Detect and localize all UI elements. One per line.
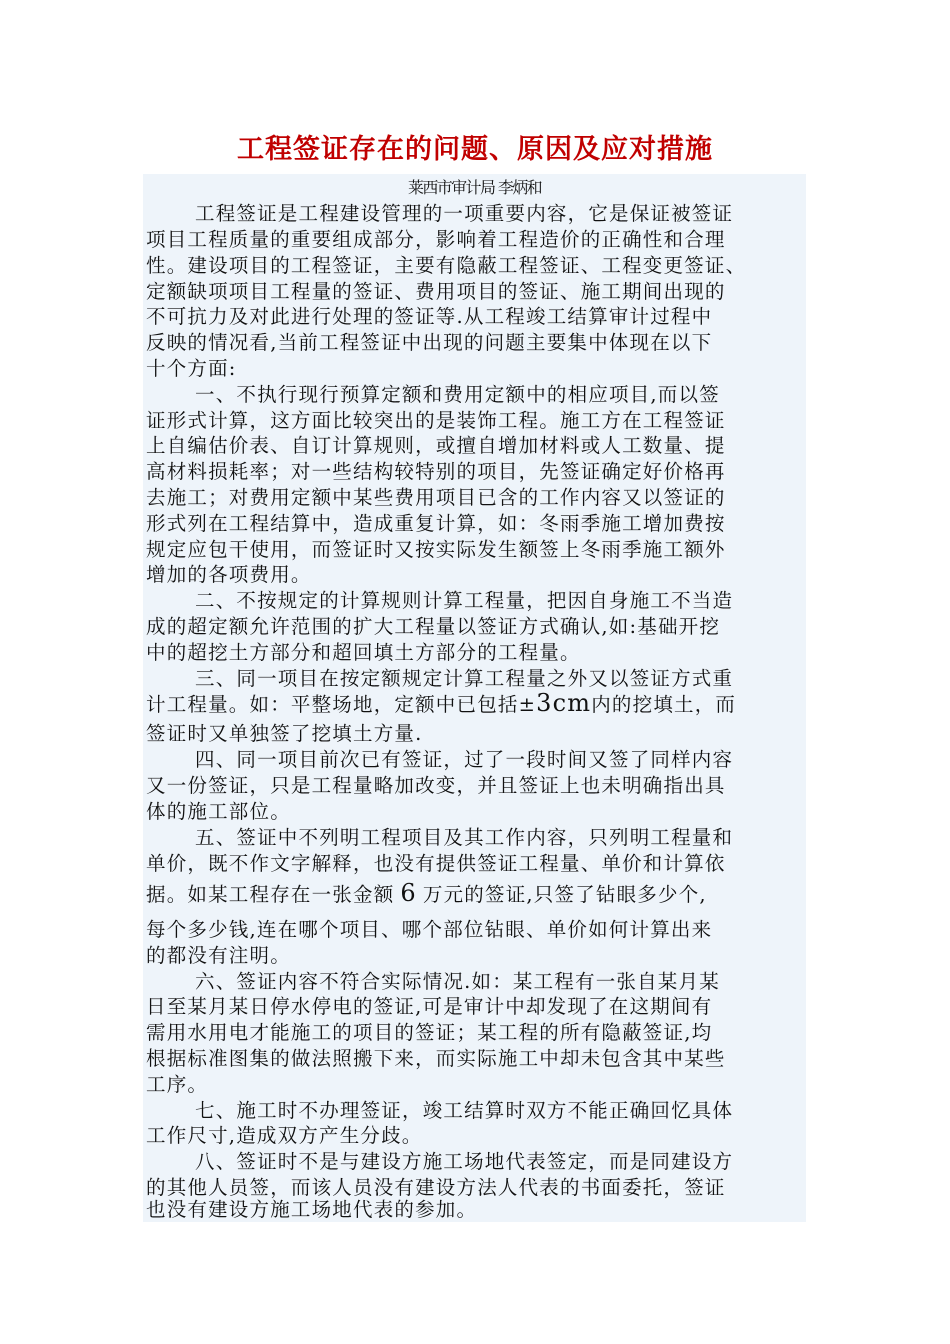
paragraph-line: 六、签证内容不符合实际情况.如：某工程有一张自某月某 — [195, 970, 720, 993]
paragraph-line: 项目工程质量的重要组成部分，影响着工程造价的正确性和合理 — [146, 228, 726, 251]
paragraph-line: 性。建设项目的工程签证，主要有隐蔽工程签证、工程变更签证、 — [146, 254, 747, 277]
paragraph-line: 又一份签证，只是工程量略加改变，并且签证上也未明确指出具 — [146, 774, 726, 797]
paragraph-line: 二、不按规定的计算规则计算工程量，把因自身施工不当造 — [195, 589, 734, 612]
paragraph-line: 上自编估价表、自订计算规则，或擅自增加材料或人工数量、提 — [146, 434, 726, 457]
paragraph-line: 成的超定额允许范围的扩大工程量以签证方式确认,如:基础开挖 — [146, 615, 721, 638]
paragraph-line: 十个方面: — [146, 357, 237, 380]
paragraph-line: 形式列在工程结算中，造成重复计算，如：冬雨季施工增加费按 — [146, 512, 726, 535]
paragraph-line: 也没有建设方施工场地代表的参加。 — [146, 1198, 478, 1221]
line-part: 万元的签证,只签了钻眼多少个, — [422, 883, 707, 906]
paragraph-line: 不可抗力及对此进行处理的签证等.从工程竣工结算审计过程中 — [146, 305, 713, 328]
paragraph-line: 三、同一项目在按定额规定计算工程量之外又以签证方式重 — [195, 667, 734, 690]
paragraph-line: 高材料损耗率；对一些结构较特别的项目，先签证确定好价格再 — [146, 460, 726, 483]
paragraph-line: 体的施工部位。 — [146, 800, 291, 823]
paragraph-line: 规定应包干使用，而签证时又按实际发生额签上冬雨季施工额外 — [146, 538, 726, 561]
paragraph-line: 一、不执行现行预算定额和费用定额中的相应项目,而以签 — [195, 383, 720, 406]
paragraph-line: 工程签证是工程建设管理的一项重要内容，它是保证被签证 — [195, 202, 734, 225]
paragraph-line: 根据标准图集的做法照搬下来，而实际施工中却未包含其中某些 — [146, 1047, 726, 1070]
paragraph-line: 的其他人员签，而该人员没有建设方法人代表的书面委托，签证 — [146, 1176, 726, 1199]
paragraph-line: 工序。 — [146, 1073, 209, 1096]
paragraph-line: 签证时又单独签了挖填土方量. — [146, 722, 423, 745]
paragraph-line: 四、同一项目前次已有签证，过了一段时间又签了同样内容 — [195, 748, 734, 771]
paragraph-line: 八、签证时不是与建设方施工场地代表签定，而是同建设方 — [195, 1150, 734, 1173]
line-part: 内的挖填土，而 — [591, 693, 737, 716]
paragraph-line: 需用水用电才能施工的项目的签证；某工程的所有隐蔽签证,均 — [146, 1021, 713, 1044]
paragraph-line: 定额缺项项目工程量的签证、费用项目的签证、施工期间出现的 — [146, 280, 726, 303]
paragraph-line: 工作尺寸,造成双方产生分歧。 — [146, 1124, 423, 1147]
paragraph-line: 五、签证中不列明工程项目及其工作内容，只列明工程量和 — [195, 826, 734, 849]
paragraph-line: 的都没有注明。 — [146, 944, 291, 967]
paragraph-line: 七、施工时不办理签证，竣工结算时双方不能正确回忆具体 — [195, 1099, 734, 1122]
paragraph-line — [146, 686, 736, 722]
document-body — [143, 174, 806, 1222]
amount-value: 6 — [400, 879, 417, 907]
line-part: 据。如某工程存在一张金额 — [146, 883, 395, 906]
paragraph-line: 证形式计算，这方面比较突出的是装饰工程。施工方在工程签证 — [146, 409, 726, 432]
paragraph-line: 单价，既不作文字解释，也没有提供签证工程量、单价和计算依 — [146, 852, 726, 875]
measure-value: 3cm — [536, 689, 592, 717]
line-part: 计工程量。如：平整场地，定额中已包括± — [146, 693, 537, 716]
paragraph-line: 每个多少钱,连在哪个项目、哪个部位钻眼、单价如何计算出来 — [146, 918, 713, 941]
author-line: 莱西市审计局 李炳和 — [407, 178, 542, 197]
paragraph-line — [146, 875, 707, 913]
paragraph-line: 增加的各项费用。 — [146, 563, 312, 586]
paragraph-line: 日至某月某日停水停电的签证,可是审计中却发现了在这期间有 — [146, 995, 713, 1018]
paragraph-line: 反映的情况看,当前工程签证中出现的问题主要集中体现在以下 — [146, 331, 713, 354]
document-title: 工程签证存在的问题、原因及应对措施 — [237, 134, 713, 165]
paragraph-line: 中的超挖土方部分和超回填土方部分的工程量。 — [146, 641, 581, 664]
paragraph-line: 去施工；对费用定额中某些费用项目已含的工作内容又以签证的 — [146, 486, 726, 509]
